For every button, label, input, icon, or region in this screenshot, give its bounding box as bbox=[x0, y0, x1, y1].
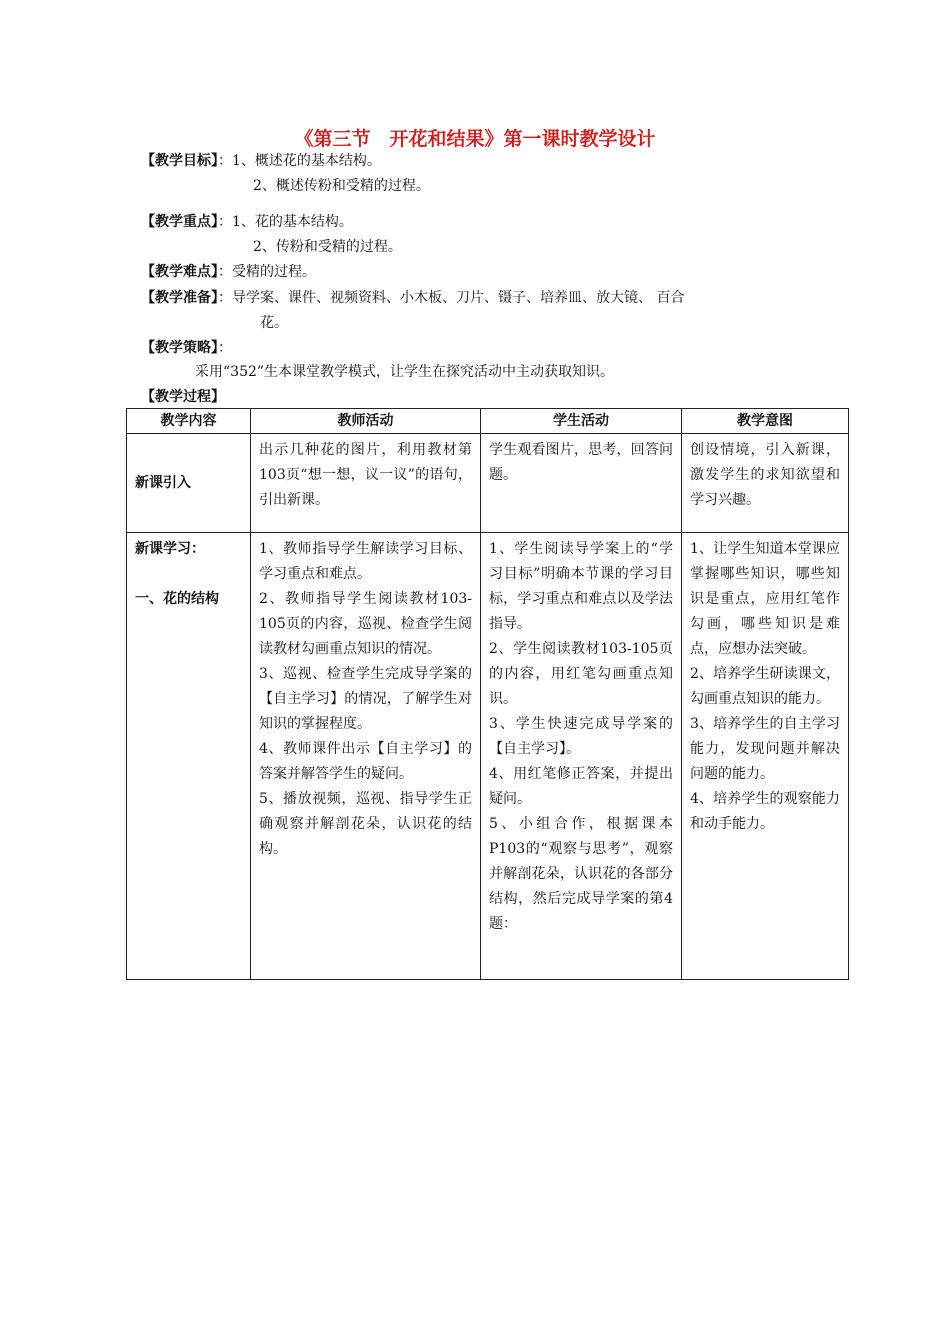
row2-student bbox=[481, 533, 682, 980]
list-item: 2、学生阅读教材103-105页的内容，用红笔勾画重点知识。 bbox=[489, 641, 673, 707]
list-item: 1、学生阅读导学案上的“学习目标”明确本节课的学习目标，学习重点和难点以及学法指导。 bbox=[489, 541, 673, 632]
preparation-section: 【教学准备】：导学案、课件、视频资料、小木板、刀片、镊子、培养皿、放大镜、 百合 bbox=[141, 290, 685, 306]
row1-teacher: 出示几种花的图片，利用教材第103页“想一想，议一议”的语句，引出新课。 bbox=[251, 434, 481, 533]
difficulty-section: 【教学难点】：受精的过程。 bbox=[141, 264, 316, 280]
list-item: 3、巡视、检查学生完成导学案的【自主学习】的情况，了解学生对知识的掌握程度。 bbox=[259, 666, 472, 732]
goals-label: 【教学目标】 bbox=[141, 153, 218, 169]
key-points-section: 【教学重点】：1、花的基本结构。 bbox=[141, 214, 353, 230]
list-item: 2、培养学生研读课文，勾画重点知识的能力。 bbox=[690, 666, 840, 707]
row2-intent bbox=[682, 533, 849, 980]
list-item: 4、用红笔修正答案，并提出疑问。 bbox=[489, 766, 673, 807]
list-item: 5、播放视频，巡视、指导学生正确观察并解剖花朵，认识花的结构。 bbox=[259, 791, 472, 857]
list-item: 3、培养学生的自主学习能力，发现问题并解决问题的能力。 bbox=[690, 716, 840, 782]
header-intent: 教学意图 bbox=[682, 409, 849, 434]
document-title: 《第三节 开花和结果》第一课时教学设计 bbox=[294, 128, 656, 150]
key-points-item-2: 2、传粉和受精的过程。 bbox=[253, 239, 402, 255]
goals-section: 【教学目标】：1、概述花的基本结构。 bbox=[141, 153, 381, 169]
row2-content bbox=[127, 533, 251, 980]
list-item: 4、培养学生的观察能力和动手能力。 bbox=[690, 791, 840, 832]
key-points-item-1: 1、花的基本结构。 bbox=[232, 214, 353, 230]
table-header-row bbox=[127, 409, 849, 434]
table-row bbox=[127, 434, 849, 533]
process-table bbox=[126, 408, 849, 980]
difficulty-text: 受精的过程。 bbox=[232, 264, 316, 280]
key-points-label: 【教学重点】 bbox=[141, 214, 218, 230]
header-student: 学生活动 bbox=[481, 409, 682, 434]
list-item: 4、教师课件出示【自主学习】的答案并解答学生的疑问。 bbox=[259, 741, 472, 782]
difficulty-label: 【教学难点】 bbox=[141, 264, 218, 280]
strategy-label: 【教学策略】 bbox=[141, 340, 218, 356]
list-item: 1、让学生知道本堂课应掌握哪些知识，哪些知识是重点，应用红笔作勾画，哪些知识是难点，应想办法突破。 bbox=[690, 541, 840, 657]
process-label: 【教学过程】 bbox=[141, 389, 225, 405]
row2-teacher bbox=[251, 533, 481, 980]
row1-intent: 创设情境，引入新课，激发学生的求知欲望和学习兴趣。 bbox=[682, 434, 849, 533]
header-teacher: 教师活动 bbox=[251, 409, 481, 434]
preparation-line-2: 花。 bbox=[260, 315, 288, 331]
header-content: 教学内容 bbox=[127, 409, 251, 434]
list-item: 2、教师指导学生阅读教材103-105页的内容，巡视、检查学生阅读教材勾画重点知识的情况。 bbox=[259, 591, 472, 657]
row1-content: 新课引入 bbox=[127, 434, 251, 533]
row2-content-a: 新课学习： bbox=[135, 541, 205, 557]
strategy-text: 采用“352”生本课堂教学模式，让学生在探究活动中主动获取知识。 bbox=[195, 364, 615, 380]
list-item: 1、教师指导学生解读学习目标、学习重点和难点。 bbox=[259, 541, 472, 582]
list-item: 3、学生快速完成导学案的【自主学习】。 bbox=[489, 716, 673, 757]
row2-content-b: 一、花的结构 bbox=[135, 591, 219, 607]
preparation-line-1: 导学案、课件、视频资料、小木板、刀片、镊子、培养皿、放大镜、 百合 bbox=[232, 290, 685, 306]
list-item: 5、小组合作，根据课本P103的“观察与思考”，观察并解剖花朵，认识花的各部分结构，然后完成导学案的第4题： bbox=[489, 816, 673, 932]
row1-student: 学生观看图片，思考，回答问题。 bbox=[481, 434, 682, 533]
table-row bbox=[127, 533, 849, 980]
strategy-section: 【教学策略】： bbox=[141, 340, 232, 356]
preparation-label: 【教学准备】 bbox=[141, 290, 218, 306]
goals-item-2: 2、概述传粉和受精的过程。 bbox=[253, 178, 430, 194]
goals-item-1: 1、概述花的基本结构。 bbox=[232, 153, 381, 169]
